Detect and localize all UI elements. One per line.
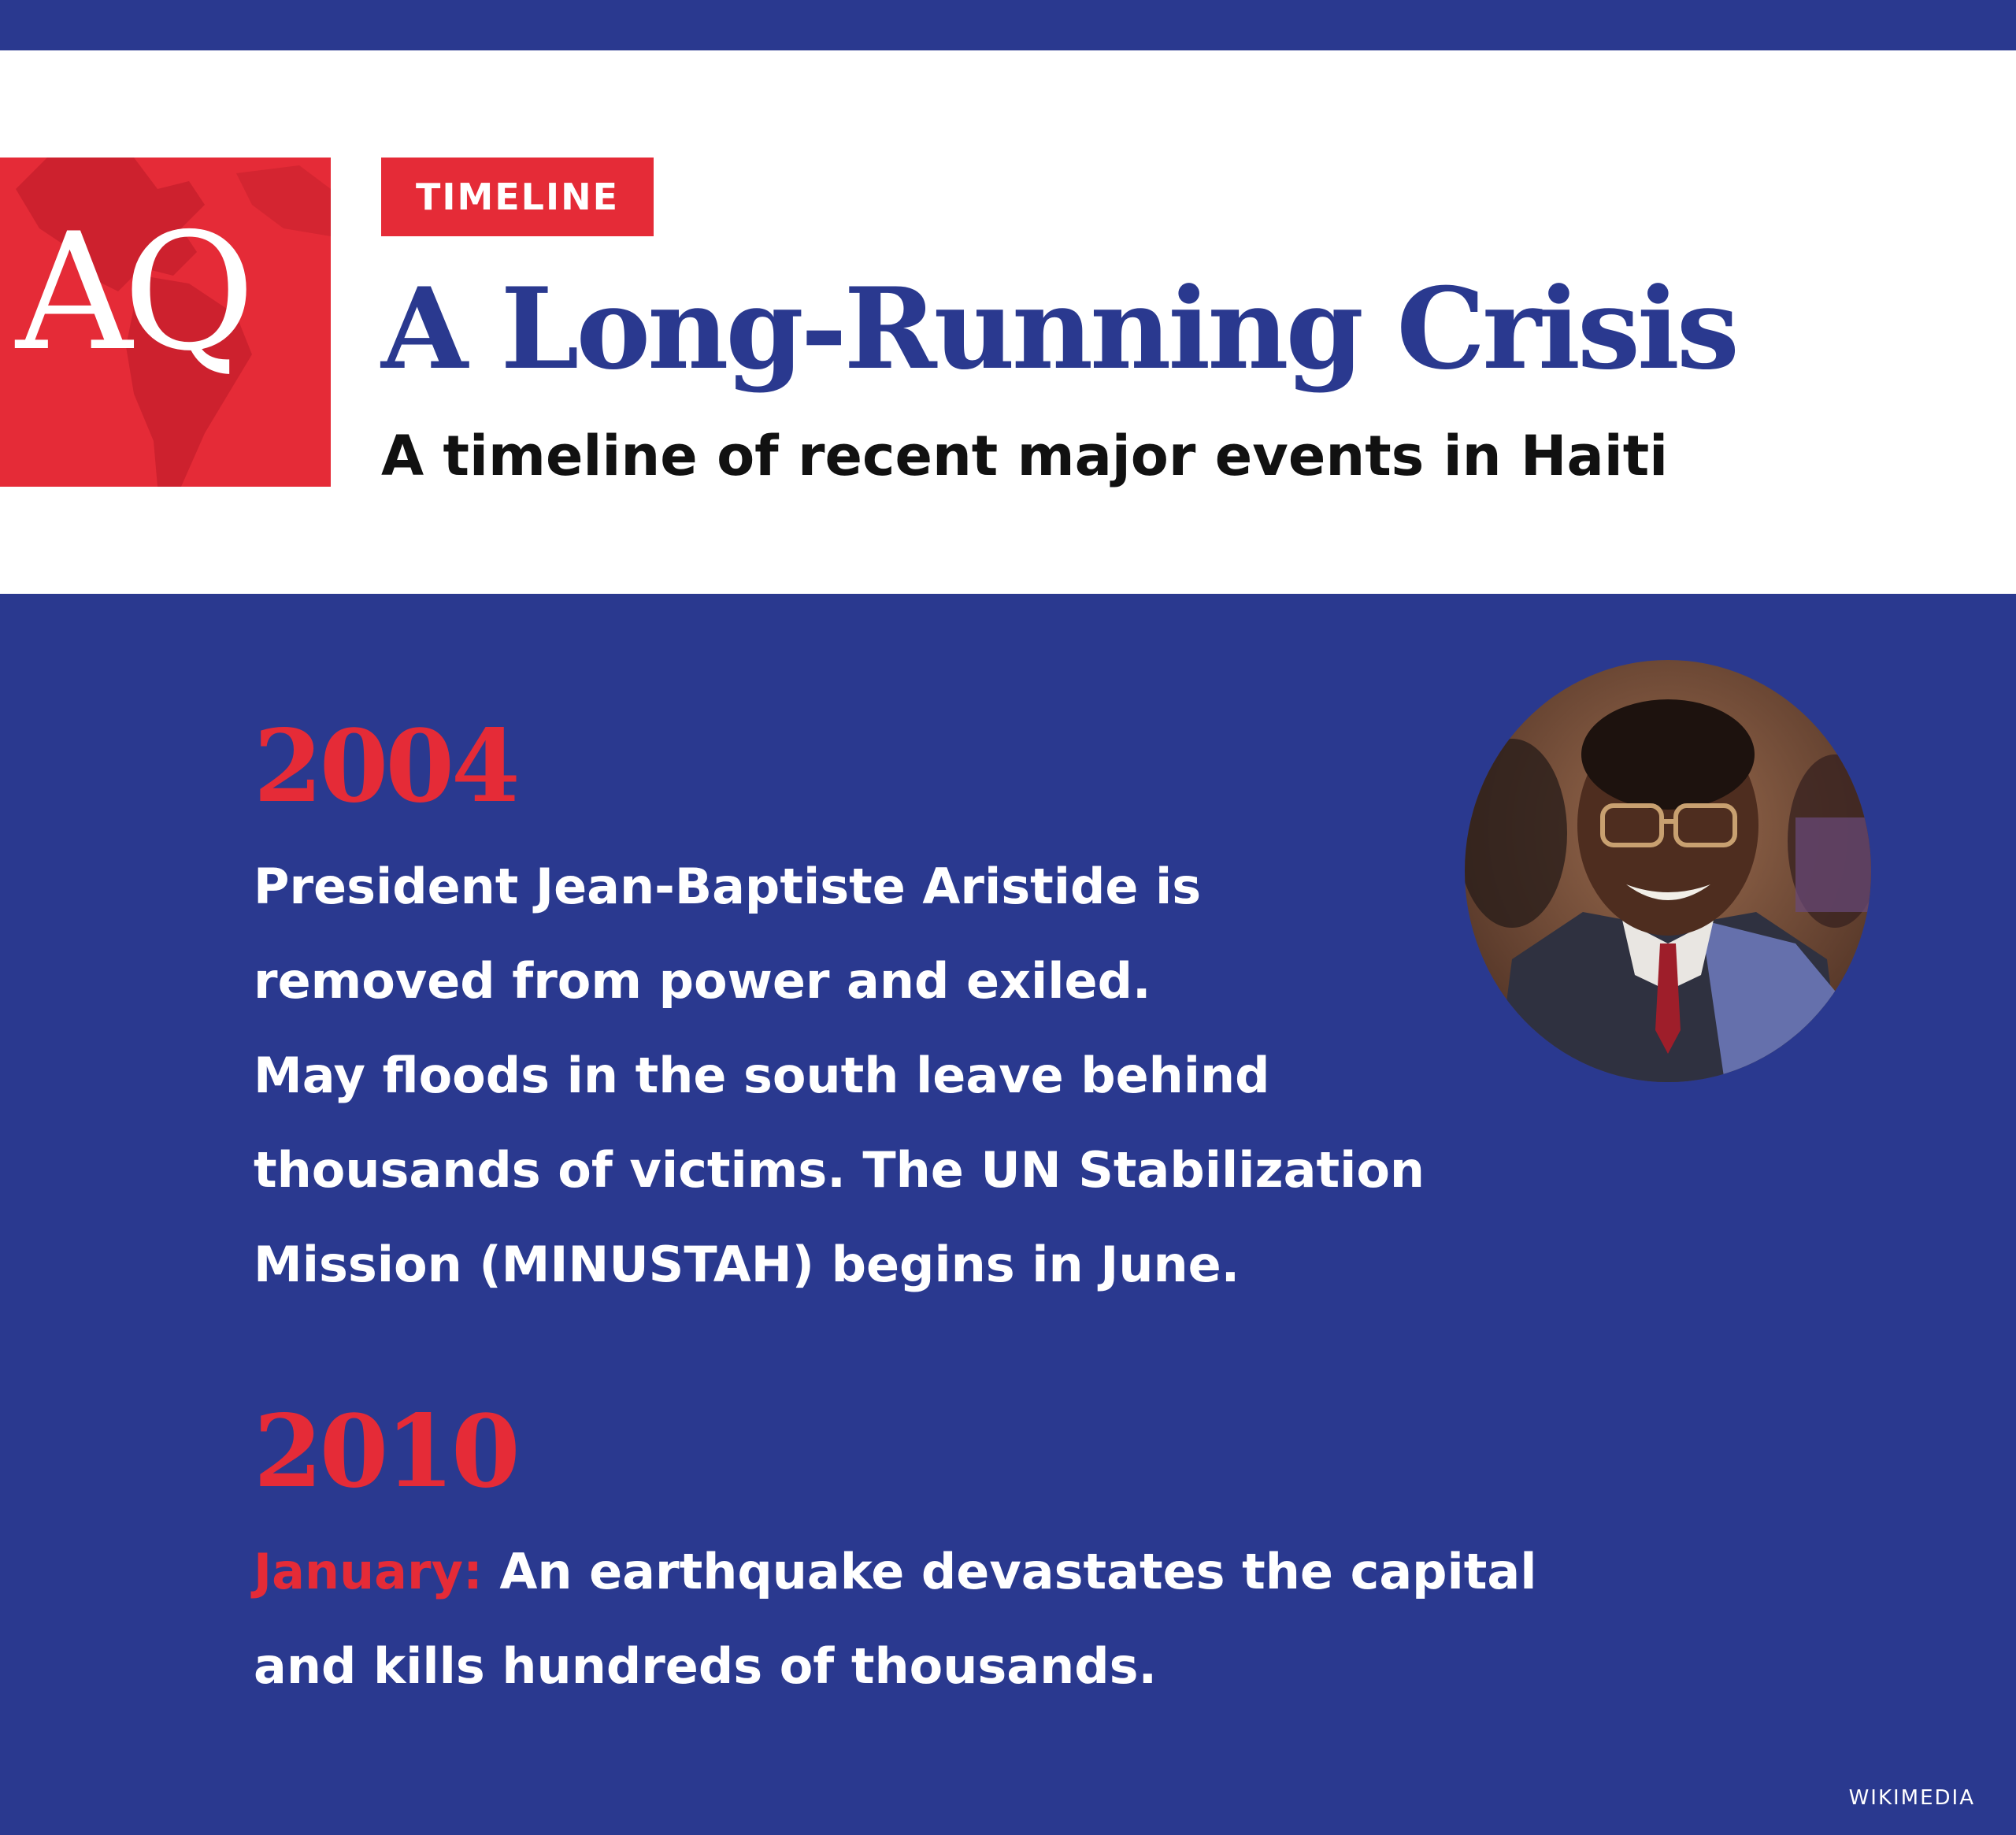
page-subtitle: A timeline of recent major events in Haiti <box>381 424 1669 488</box>
event-line: President Jean-Baptiste Aristide is <box>254 858 1202 915</box>
page-title: A Long-Running Crisis <box>381 264 1736 395</box>
event-month-label: January: <box>254 1543 483 1600</box>
event-year-2010: 2010 <box>254 1393 517 1510</box>
event-line: Mission (MINUSTAH) begins in June. <box>254 1236 1240 1293</box>
photo-credit: WIKIMEDIA <box>1848 1786 1975 1810</box>
logo-text: AQ <box>16 199 246 387</box>
event-year-2004: 2004 <box>254 708 517 825</box>
timeline-badge: TIMELINE <box>381 158 654 236</box>
event-line: and kills hundreds of thousands. <box>254 1637 1158 1695</box>
event-line: May floods in the south leave behind <box>254 1047 1270 1104</box>
event-line: removed from power and exiled. <box>254 952 1151 1010</box>
event-line <box>254 1525 1671 1619</box>
event-line: thousands of victims. The UN Stabilization <box>254 1141 1425 1199</box>
event-text-2004 <box>254 840 1671 1312</box>
aq-logo <box>0 158 331 487</box>
aristide-portrait-photo <box>1465 660 1871 1082</box>
top-accent-bar <box>0 0 2016 50</box>
event-text-2010 <box>254 1525 1671 1714</box>
event-line-text: An earthquake devastates the capital <box>499 1543 1537 1600</box>
